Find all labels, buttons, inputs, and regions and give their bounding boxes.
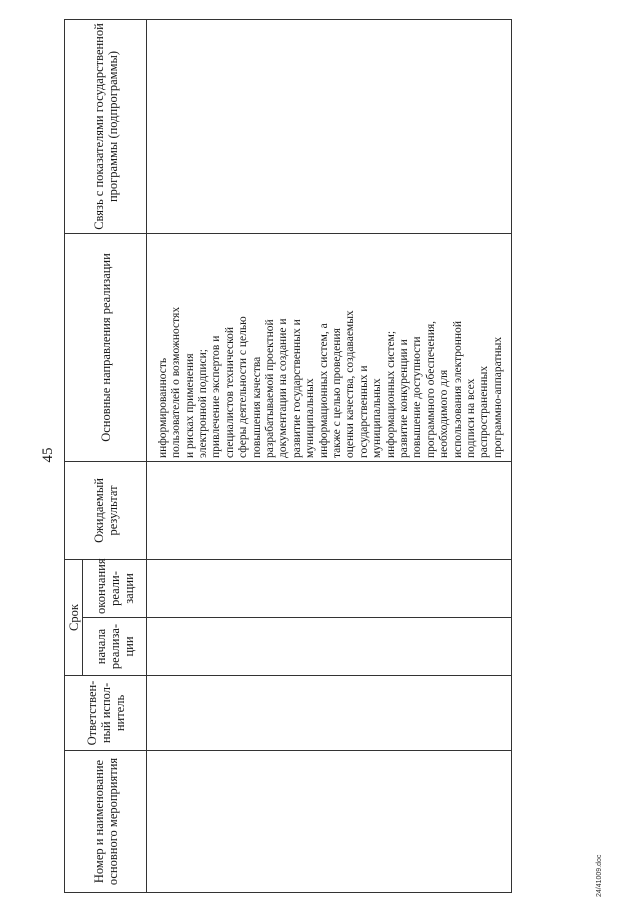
directions-line: оценки качества, создаваемых <box>344 310 357 458</box>
directions-line: разрабатываемой проектной <box>263 319 276 458</box>
directions-line: подписи на всех <box>465 378 478 458</box>
directions-line: программного обеспечения, <box>424 320 437 458</box>
header-link: Связь с показателями государственной программы (подпрограммы) <box>65 19 147 233</box>
header-result: Ожидаемый результат <box>65 461 147 559</box>
header-term-end: окончания реали-зации <box>83 559 147 617</box>
directions-line: информированность <box>156 357 169 458</box>
directions-line: сферы деятельности с целью <box>237 316 250 458</box>
cell-link <box>147 19 512 233</box>
page-number: 45 <box>40 447 56 463</box>
table-row <box>147 19 512 892</box>
cell-term-end <box>147 559 512 617</box>
directions-line: муниципальных <box>371 378 384 458</box>
header-term-start: начала реализа-ции <box>83 618 147 676</box>
directions-line: повышения качества <box>250 356 263 458</box>
cell-term-start <box>147 618 512 676</box>
directions-line: использования электронной <box>451 321 464 458</box>
directions-line: документации на создание и <box>277 318 290 458</box>
directions-line: развитие конкуренции и <box>398 339 411 458</box>
cell-directions <box>147 233 512 461</box>
directions-line: и рисках применения <box>183 353 196 458</box>
header-executor: Ответствен-ный испол-нитель <box>65 676 147 751</box>
header-term: Срок <box>65 559 83 675</box>
directions-line: также с целью проведения <box>331 328 343 458</box>
directions-line: электронной подписи; <box>196 349 209 458</box>
directions-line: необходимого для <box>438 369 451 458</box>
directions-line: программно-аппаратных <box>491 336 504 458</box>
program-table <box>64 19 512 893</box>
directions-line: специалистов технической <box>223 326 236 458</box>
directions-line: государственных и <box>357 365 370 458</box>
directions-line: информационных систем; <box>384 330 397 458</box>
cell-result <box>147 461 512 559</box>
cell-executor <box>147 676 512 751</box>
directions-line: повышение доступности <box>411 336 424 458</box>
header-event: Номер и наименование основного мероприятия <box>65 751 147 893</box>
directions-line: развитие государственных и <box>290 319 303 458</box>
directions-line: информационных систем, а <box>317 323 330 458</box>
directions-line: привлечение экспертов и <box>210 335 223 458</box>
cell-event <box>147 751 512 893</box>
header-directions: Основные направления реализации <box>65 233 147 461</box>
directions-line: пользователей о возможностях <box>170 306 183 458</box>
footer-file-code: 24/41009.doc <box>596 854 603 897</box>
directions-line: распространенных <box>478 365 491 458</box>
directions-line: муниципальных <box>304 378 317 458</box>
